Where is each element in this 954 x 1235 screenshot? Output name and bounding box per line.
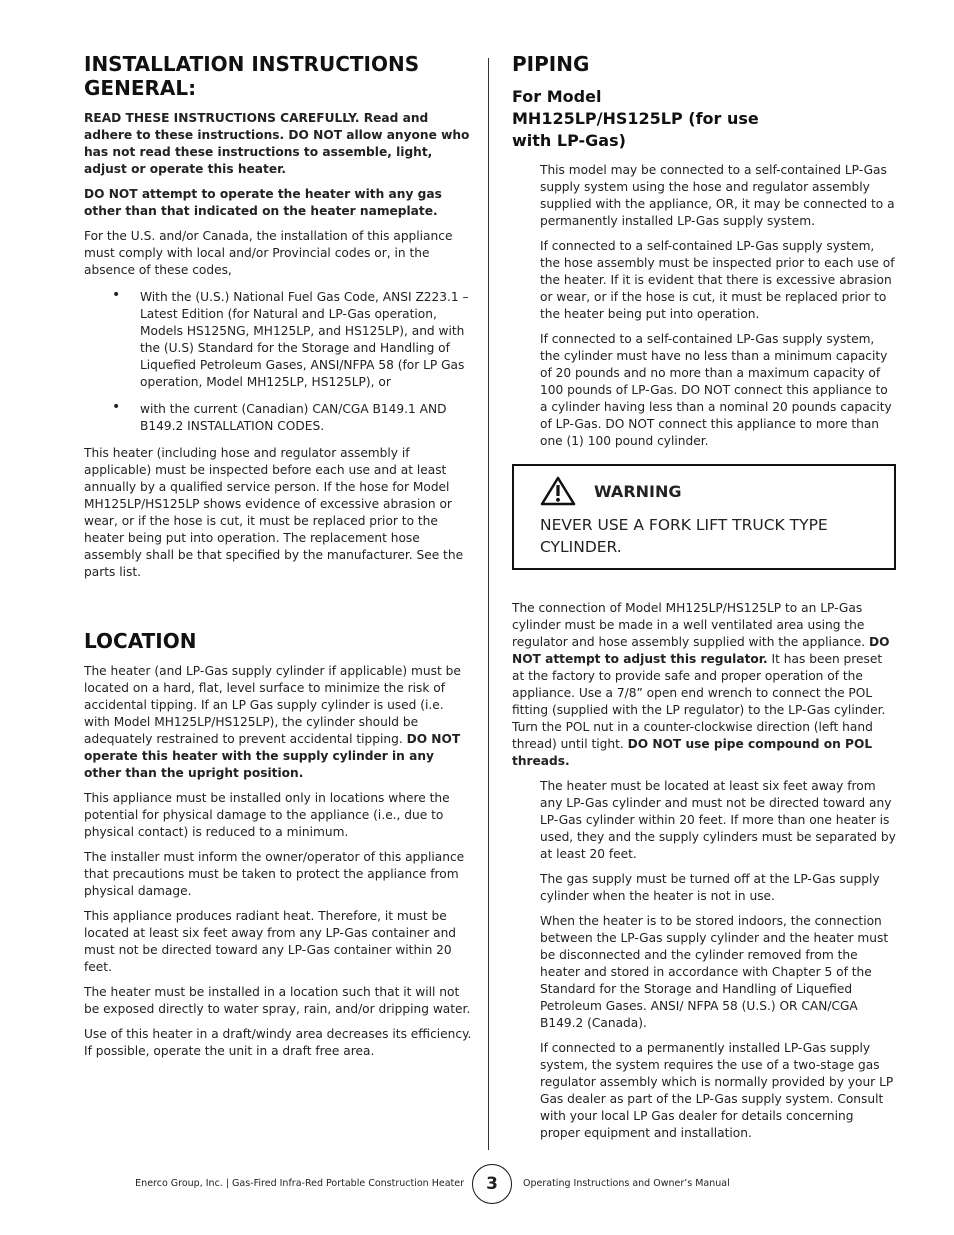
location-bold-text: DO NOT operate this heater with the supply cylinder in any other than the upright position. [84, 732, 461, 780]
left-column [84, 52, 472, 1068]
footer-company-text: Enerco Group, Inc. | Gas-Fired Infra-Red Portable Construction Heater [135, 1178, 464, 1189]
warning-box [512, 464, 896, 570]
gas-warning-paragraph: DO NOT attempt to operate the heater with any gas other than that indicated on the heater nameplate. [84, 187, 442, 218]
connection-text: The connection of Model MH125LP/HS125LP to an LP-Gas cylinder must be made in a well ventilated area using the regulator and hose assembly supplied with the appliance. [512, 601, 870, 649]
piping-paragraph-4: The heater must be located at least six feet away from any LP-Gas cylinder and must not be directed toward any LP-Gas cylinder within 20 feet. If more than one heater is used, they and the supply cylinders must be separated by at least 20 feet. [540, 779, 896, 861]
connection-bold-text: DO NOT attempt to adjust this regulator. [512, 635, 890, 666]
bullet-icon: • [112, 287, 121, 303]
right-column [512, 52, 896, 1150]
piping-paragraph-2: If connected to a self-contained LP-Gas supply system, the hose assembly must be inspected prior to each use of the heater. If it is evident that there is excessive abrasion or wear, or if the hose is cut, it must be replaced prior to the heater being put into operation. [540, 239, 895, 321]
list-item [84, 401, 472, 435]
bullet-icon: • [112, 399, 121, 415]
page-footer [0, 1164, 954, 1206]
warning-triangle-icon [540, 476, 576, 506]
piping-paragraph-3: If connected to a self-contained LP-Gas supply system, the cylinder must have no less than a minimum capacity of 20 pounds and no more than a maximum capacity of 100 pounds of LP-Gas. DO NOT connect this appliance to a cylinder having less than a nominal 20 pounds capacity of LP-Gas. DO NOT connect this appliance to more than one (1) 100 pound cylinder. [540, 332, 892, 448]
warning-title: WARNING [594, 481, 682, 501]
installation-heading: INSTALLATION INSTRUCTIONS GENERAL: [84, 52, 420, 100]
connection-bold-text: DO NOT use pipe compound on POL threads. [512, 737, 873, 768]
codes-paragraph: For the U.S. and/or Canada, the installation of this appliance must comply with local and/or Provincial codes or, in the absence of these codes, [84, 229, 453, 277]
piping-heading: PIPING [512, 52, 590, 76]
location-paragraph-3: The installer must inform the owner/operator of this appliance that precautions must be taken to protect the appliance from physical damage. [84, 850, 465, 898]
piping-paragraph-1: This model may be connected to a self-contained LP-Gas supply system using the hose and regulator assembly supplied with the appliance, OR, it may be connected to a permanently installed LP-Gas supply system. [540, 163, 895, 228]
model-subheading: For Model MH125LP/HS125LP (for use with LP-Gas) [512, 87, 759, 150]
read-instructions-paragraph: READ THESE INSTRUCTIONS CAREFULLY. Read and adhere to these instructions. DO NOT allow anyone who has not read these instructions to assemble, light, adjust or operate this heater. [84, 111, 470, 176]
list-item-text: With the (U.S.) National Fuel Gas Code, ANSI Z223.1 – Latest Edition (for Natural and LP-Gas operation, Models HS125NG, MH125LP, and HS125LP), and with the (U.S) Standard for the Storage and Handling of Liquefied Petroleum Gases, ANSI/NFPA 58 (for LP Gas operation, Model MH125LP, HS125LP), or [140, 290, 469, 389]
connection-text: It has been preset at the factory to provide safe and proper operation of the appliance. Use a 7/8” open end wrench to connect the POL fitting (supplied with the LP regulator) to the LP-Gas cylinder. Turn the POL nut in a counter-clockwise direction (left hand thread) until tight. [512, 652, 886, 751]
location-paragraph-4: This appliance produces radiant heat. Therefore, it must be located at least six feet away from any LP-Gas container and must not be directed toward any LP-Gas container within 20 feet. [84, 909, 457, 974]
warning-header [540, 476, 880, 506]
codes-list [84, 289, 472, 435]
location-paragraph-2: This appliance must be installed only in locations where the potential for physical damage to the appliance (i.e., due to physical contact) is reduced to a minimum. [84, 791, 450, 839]
location-heading: LOCATION [84, 629, 197, 653]
piping-paragraph-5: The gas supply must be turned off at the LP-Gas supply cylinder when the heater is not in use. [540, 872, 880, 903]
location-paragraph-1 [84, 663, 472, 782]
list-item-text: with the current (Canadian) CAN/CGA B149.1 AND B149.2 INSTALLATION CODES. [140, 402, 447, 433]
list-item [84, 289, 472, 391]
column-divider [488, 58, 489, 1150]
footer-manual-text: Operating Instructions and Owner’s Manual [523, 1178, 730, 1189]
piping-paragraph-6: When the heater is to be stored indoors, the connection between the LP-Gas supply cylinder and the heater must be disconnected and the cylinder removed from the heater and stored in accordance with Chapter 5 of the Standard for the Storage and Handling of Liquefied Petroleum Gases. ANSI/ NFPA 58 (U.S.) OR CAN/CGA B149.2 (Canada). [540, 914, 889, 1030]
piping-paragraph-7: If connected to a permanently installed LP-Gas supply system, the system requires the use of a two-stage gas regulator assembly which is normally provided by your LP Gas dealer as part of the LP-Gas supply system. Consult with your local LP Gas dealer for details concerning proper equipment and installation. [540, 1041, 894, 1140]
connection-paragraph [512, 600, 896, 770]
location-paragraph-5: The heater must be installed in a location such that it will not be exposed directly to water spray, rain, and/or dripping water. [84, 985, 471, 1016]
location-text: The heater (and LP-Gas supply cylinder if applicable) must be located on a hard, flat, level surface to minimize the risk of accidental tipping. If an LP Gas supply cylinder is used (i.e. with Model MH125LP/HS125LP), the cylinder should be adequately restrained to prevent accidental tipping. [84, 664, 461, 746]
location-paragraph-6: Use of this heater in a draft/windy area decreases its efficiency. If possible, operate the unit in a draft free area. [84, 1027, 472, 1058]
warning-text: NEVER USE A FORK LIFT TRUCK TYPE CYLINDER. [540, 516, 828, 556]
inspection-paragraph: This heater (including hose and regulator assembly if applicable) must be inspected before each use and at least annually by a qualified service person. If the hose for Model MH125LP/HS125LP shows evidence of excessive abrasion or wear, or if the hose is cut, it must be replaced prior to the heater being put into operation. The replacement hose assembly shall be that specified by the manufacturer. See the parts list. [84, 446, 464, 579]
page-number: 3 [472, 1164, 512, 1204]
